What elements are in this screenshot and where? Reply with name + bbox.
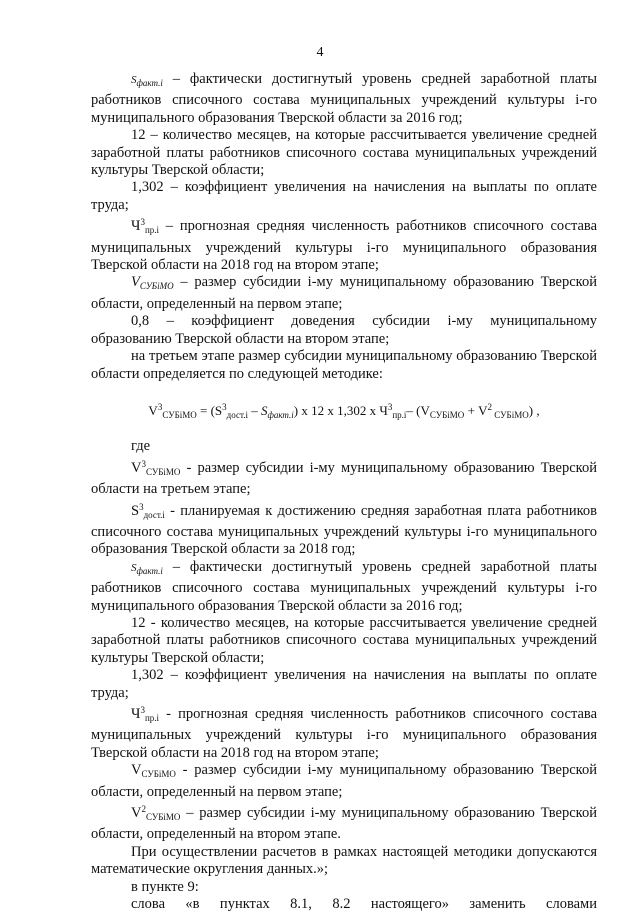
symbol-superscript: 3 (139, 501, 144, 512)
formula-sub: СУБiМО (492, 409, 529, 420)
symbol-superscript: 3 (140, 217, 145, 228)
definition-v2 (91, 801, 597, 844)
formula-sub: СУБiМО (429, 409, 465, 420)
symbol-subscript: факт.i (136, 565, 163, 576)
definition-text: - планируемая к достижению средняя заработная плата работников списочного состава муниципальных учреждений культуры i-го муниципального образования Тверской области за 2018 год; (91, 502, 597, 558)
paragraph-s-fact (91, 71, 597, 127)
paragraph-months: 12 – количество месяцев, на которые рассчитывается увеличение средней заработной платы работников списочного состава муниципальных учреждений культуры Тверской области; (91, 127, 597, 179)
paragraph-text: – прогнозная средняя численность работников списочного состава муниципальных учреждений культуры i-го муниципального образования Тверской области на 2018 год на втором этапе; (91, 218, 597, 274)
paragraph-headcount (91, 214, 597, 274)
paragraph-coefficient: 1,302 – коэффициент увеличения на начисления на выплаты по оплате труда; (91, 179, 597, 213)
formula-sup: 3 (387, 401, 393, 412)
formula-sup: 3 (157, 401, 163, 412)
definition-headcount (91, 702, 597, 762)
document-body (91, 71, 597, 913)
symbol-superscript: 3 (140, 705, 145, 715)
symbol-subscript: факт.i (136, 78, 163, 88)
formula-part: ) , (528, 402, 540, 418)
formula-part: = (S (196, 402, 223, 418)
paragraph-rounding: При осуществлении расчетов в рамках настоящей методики допускаются математические округления данных.»; (91, 843, 597, 878)
symbol-superscript: 2 (141, 804, 146, 815)
formula (91, 399, 597, 424)
symbol-superscript: 3 (141, 458, 146, 469)
formula-sub: дост.i (226, 409, 248, 420)
definition-text: - размер субсидии i-му муниципальному образованию Тверской области на третьем этапе; (91, 459, 597, 498)
formula-v: V (148, 402, 158, 418)
symbol-subscript: СУБiМО (145, 466, 181, 477)
paragraph-replace-words: слова «в пунктах 8.1, 8.2 настоящего» заменить словами (131, 896, 597, 913)
symbol-subscript: СУБiМО (139, 281, 174, 292)
symbol-v: V (131, 762, 142, 779)
symbol-subscript: пр.i (144, 225, 160, 236)
definition-months: 12 - количество месяцев, на которые рассчитывается увеличение средней заработной платы работников списочного состава муниципальных учреждений культуры Тверской области; (91, 614, 597, 666)
definition-v3 (91, 456, 597, 499)
definition-text: – фактически достигнутый уровень средней заработной платы работников списочного состава муниципальных учреждений культуры i-го муниципального образования Тверской области за 2016 год; (91, 558, 597, 614)
symbol-v: V (131, 459, 142, 476)
definition-s-fact (91, 559, 597, 615)
formula-sup: 2 (487, 401, 493, 412)
symbol-subscript: СУБiМО (145, 812, 181, 823)
symbol-s: S (131, 74, 137, 86)
symbol-subscript: СУБiМО (141, 769, 176, 780)
symbol-ch: Ч (131, 218, 141, 235)
symbol-s: S (131, 502, 140, 519)
paragraph-text: – размер субсидии i-му муниципальному образованию Тверской области, определенный на первом этапе; (91, 274, 597, 312)
paragraph-third-stage: на третьем этапе размер субсидии муниципальному образованию Тверской области определяется по следующей методике: (91, 348, 597, 382)
formula-sub: СУБiМО (162, 409, 197, 420)
definition-coefficient: 1,302 – коэффициент увеличения на начисления на выплаты по оплате труда; (91, 667, 597, 701)
formula-part: – (V (406, 402, 430, 418)
where-label: где (131, 438, 151, 455)
formula-part: ) х 12 х 1,302 х Ч (293, 402, 388, 418)
definition-s3 (91, 499, 597, 559)
page-number: 4 (316, 45, 324, 60)
symbol-v: V (131, 805, 142, 822)
paragraph-factor: 0,8 – коэффициент доведения субсидии i-му муниципальному образованию Тверской области на втором этапе; (91, 313, 597, 347)
definition-text: - прогнозная средняя численность работников списочного состава муниципальных учреждений культуры i-го муниципального образования Тверской области на 2018 год на втором этапе; (91, 706, 597, 761)
paragraph-text: – фактически достигнутый уровень средней заработной платы работников списочного состава муниципальных учреждений культуры i-го муниципального образования Тверской области за 2016 год; (91, 71, 597, 126)
symbol-subscript: дост.i (143, 509, 165, 520)
definition-v1 (91, 762, 597, 801)
symbol-subscript: пр.i (144, 713, 160, 723)
formula-part: + V (464, 402, 488, 418)
formula-sub: пр.i (392, 409, 407, 420)
paragraph-point-9: в пункте 9: (131, 878, 199, 895)
symbol-s: S (131, 561, 137, 574)
symbol-v: V (131, 274, 140, 291)
formula-sup: 3 (222, 401, 227, 412)
symbol-ch: Ч (131, 706, 141, 722)
definition-text: - размер субсидии i-му муниципальному образованию Тверской области, определенный на первом этапе; (91, 762, 597, 800)
definition-text: – размер субсидии i-му муниципальному образованию Тверской области, определенный на втором этапе. (91, 805, 597, 843)
formula-sub: факт.i (267, 409, 294, 420)
formula-part: – S (247, 402, 268, 418)
paragraph-v-subsidy (91, 274, 597, 313)
